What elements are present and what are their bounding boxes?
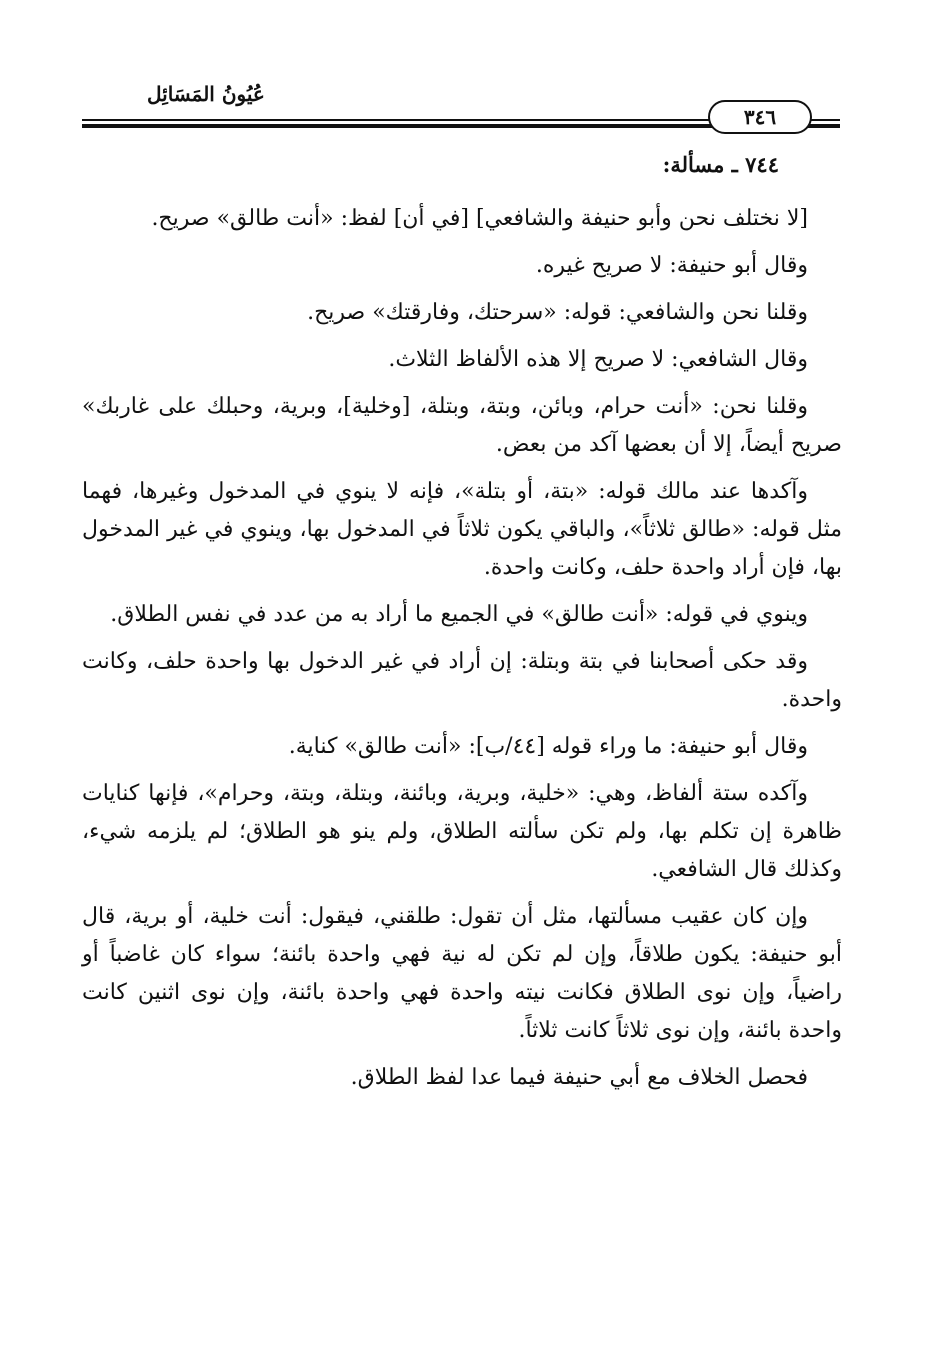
main-text <box>82 200 842 1106</box>
issue-heading: ٧٤٤ ـ مسألة: <box>662 152 779 177</box>
paragraph: وقلنا نحن: «أنت حرام، وبائن، وبتة، وبتلة، [وخلية]، وبرية، وحبلك على غاربك» صريح أيضاً، إلا أن بعضها آكد من بعض. <box>82 394 842 457</box>
paragraph: وقال أبو حنيفة: ما وراء قوله [٤٤/ب]: «أنت طالق» كناية. <box>288 734 808 759</box>
paragraph: وقلنا نحن والشافعي: قوله: «سرحتك، وفارقتك» صريح. <box>307 300 808 325</box>
paragraph: وقال الشافعي: لا صريح إلا هذه الألفاظ الثلاث. <box>388 347 808 372</box>
paragraph: وقد حكى أصحابنا في بتة وبتلة: إن أراد في غير الدخول بها واحدة حلف، وكانت واحدة. <box>82 649 842 712</box>
paragraph: وقال أبو حنيفة: لا صريح غيره. <box>535 253 808 278</box>
paragraph: [لا نختلف نحن وأبو حنيفة والشافعي] [في أن] لفظ: «أنت طالق» صريح. <box>151 206 808 231</box>
page-number-badge: ٣٤٦ <box>708 100 812 134</box>
paragraph: فحصل الخلاف مع أبي حنيفة فيما عدا لفظ الطلاق. <box>350 1065 808 1090</box>
paragraph: وإن كان عقيب مسألتها، مثل أن تقول: طلقني، فيقول: أنت خلية، أو برية، قال أبو حنيفة: يكون طلاقاً، وإن لم تكن له نية فهي واحدة بائنة؛ سواء كان غاضباً أو راضياً، وإن نوى الطلاق فكانت نيته واحدة فهي واحدة بائنة، وإن نوى اثنين كانت واحدة بائنة، وإن نوى ثلاثاً كانت ثلاثاً. <box>82 904 842 1043</box>
paragraph: وآكده ستة ألفاظ، وهي: «خلية، وبرية، وبائنة، وبتلة، وبتة، وحرام»، فإنها كنايات ظاهرة إن تكلم بها، ولم تكن سألته الطلاق، ولم ينو هو الطلاق؛ لم يلزمه شيء، وكذلك قال الشافعي. <box>82 781 842 882</box>
paragraph: وآكدها عند مالك قوله: «بتة، أو بتلة»، فإنه لا ينوي في المدخول وغيرها، فهما مثل قوله: «طالق ثلاثاً»، والباقي يكون ثلاثاً في المدخول بها، وينوي في غير المدخول بها، فإن أراد واحدة حلف، وكانت واحدة. <box>82 479 842 580</box>
running-header-title: عُيُونُ المَسَائِل <box>147 82 265 106</box>
paragraph: وينوي في قوله: «أنت طالق» في الجميع ما أراد به من عدد في نفس الطلاق. <box>110 602 808 627</box>
